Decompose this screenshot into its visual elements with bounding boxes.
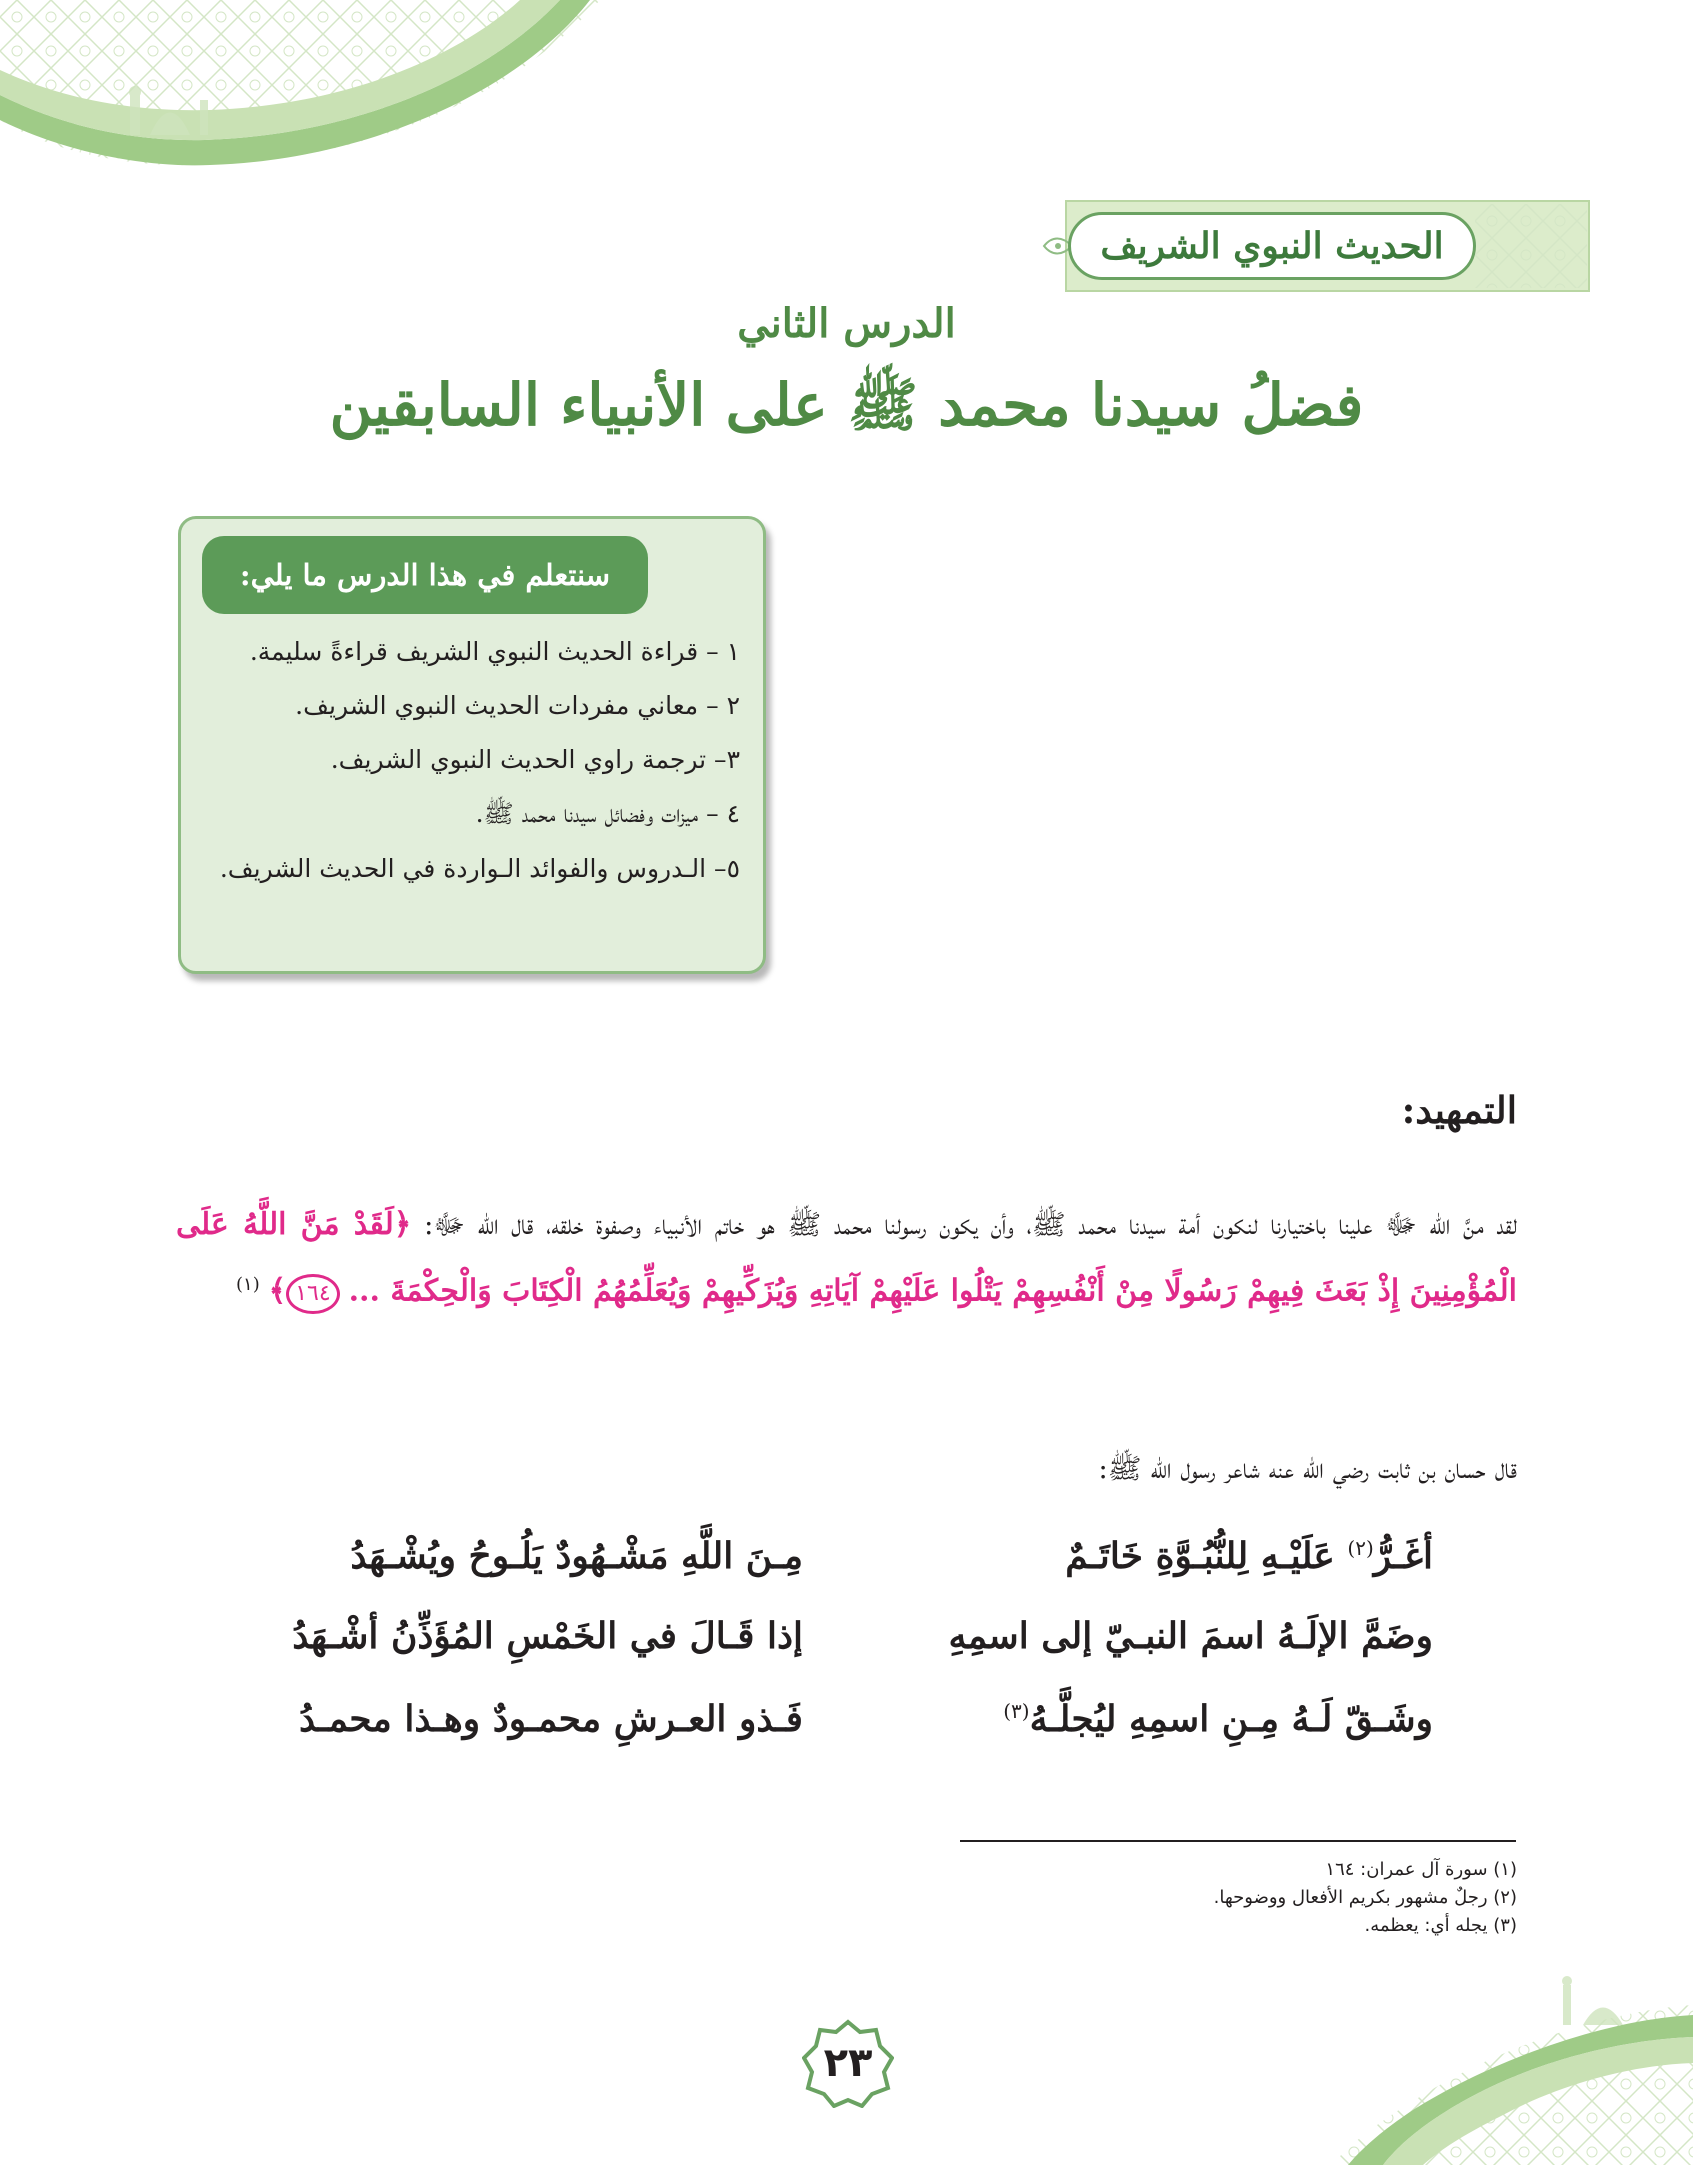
bottom-corner-decoration	[1133, 1965, 1693, 2165]
poem-text: عَلَيْـهِ لِلنُّبُـوَّةِ خَاتَـمٌ	[1065, 1535, 1348, 1577]
objective-item: ١ – قراءة الحديث النبوي الشريف قراءةً سليمة.	[249, 637, 740, 666]
poem-line-1-second: مِـنَ اللَّهِ مَشْـهُودٌ يَلُـوحُ ويُشْـهَدُ	[350, 1535, 803, 1577]
quran-verse: ﴿لَقَدْ مَنَّ اللَّهُ عَلَى الْمُؤْمِنِينَ إِذْ بَعَثَ فِيهِمْ رَسُولًا مِنْ أَنْفُسِهِمْ يَتْلُوا عَلَيْهِمْ آيَاتِهِ وَيُزَكِّيهِمْ وَيُعَلِّمُهُمُ الْكِتَابَ وَالْحِكْمَةَ ...	[176, 1207, 1517, 1309]
objectives-list	[200, 625, 740, 891]
lesson-number: الدرس الثاني	[737, 300, 956, 347]
banner-lattice-ornament	[1475, 204, 1587, 288]
footnote-item: (٣) يجله أي: يعظمه.	[1364, 1915, 1517, 1936]
objective-item: ٥– الـدروس والفوائد الـواردة في الحديث الشريف.	[219, 854, 740, 883]
page-number: ٢٣	[823, 2040, 873, 2086]
section-title: الحديث النبوي الشريف	[1068, 212, 1476, 280]
poem-line-2-second: إذا قَـالَ في الخَمْسِ المُؤَذِّنُ أشْـهَدُ	[292, 1615, 803, 1657]
poem-line-3-first	[1003, 1698, 1433, 1740]
objectives-header: سنتعلم في هذا الدرس ما يلي:	[202, 536, 648, 614]
footnote-divider	[960, 1840, 1516, 1842]
quran-verse-close: ﴾	[268, 1273, 287, 1309]
footnotes	[817, 1856, 1517, 1940]
intro-paragraph	[176, 1195, 1517, 1321]
footnote-ref: (١)	[236, 1274, 260, 1295]
footnote-ref: (٢)	[1347, 1536, 1374, 1560]
objective-item: ٢ – معاني مفردات الحديث النبوي الشريف.	[295, 691, 740, 720]
poem-line-3-second: فَـذو العـرشِ محمـودٌ وهـذا محمـدُ	[299, 1698, 803, 1740]
poem-word: أغَـرُّ	[1373, 1535, 1433, 1577]
footnote-item: (١) سورة آل عمران: ١٦٤	[1325, 1859, 1517, 1880]
footnote-item: (٢) رجلٌ مشهور بكريم الأفعال ووضوحها.	[1213, 1887, 1517, 1908]
footnote-ref: (٣)	[1003, 1699, 1030, 1723]
poem-line-1-first	[1065, 1535, 1433, 1577]
ayah-number-badge: ١٦٤	[286, 1274, 339, 1314]
objective-item: ٤ – ميزات وفضائل سيدنا محمد ﷺ.	[475, 799, 740, 828]
top-corner-decoration	[0, 0, 600, 175]
intro-text: لقد منَّ الله ﷻ علينا باختيارنا لنكون أمة سيدنا محمد ﷺ، وأن يكون رسولنا محمد ﷺ هو خاتم الأنبياء وصفوة خلقه، قال الله ﷻ:	[411, 1208, 1517, 1241]
lesson-title: فضلُ سيدنا محمد ﷺ على الأنبياء السابقين	[329, 371, 1364, 439]
poem-line-2-first: وضَمَّ الإلَـهُ اسمَ النبـيّ إلى اسمِهِ	[948, 1615, 1433, 1657]
poem-text: وشَـقّ لَـهُ مِـنِ اسمِهِ ليُجلَّـهُ	[1029, 1698, 1433, 1740]
intro-heading: التمهيد:	[1401, 1088, 1517, 1132]
objective-item: ٣– ترجمة راوي الحديث النبوي الشريف.	[330, 745, 740, 774]
poem-intro: قال حسان بن ثابت رضي الله عنه شاعر رسول الله ﷺ:	[1098, 1452, 1517, 1485]
